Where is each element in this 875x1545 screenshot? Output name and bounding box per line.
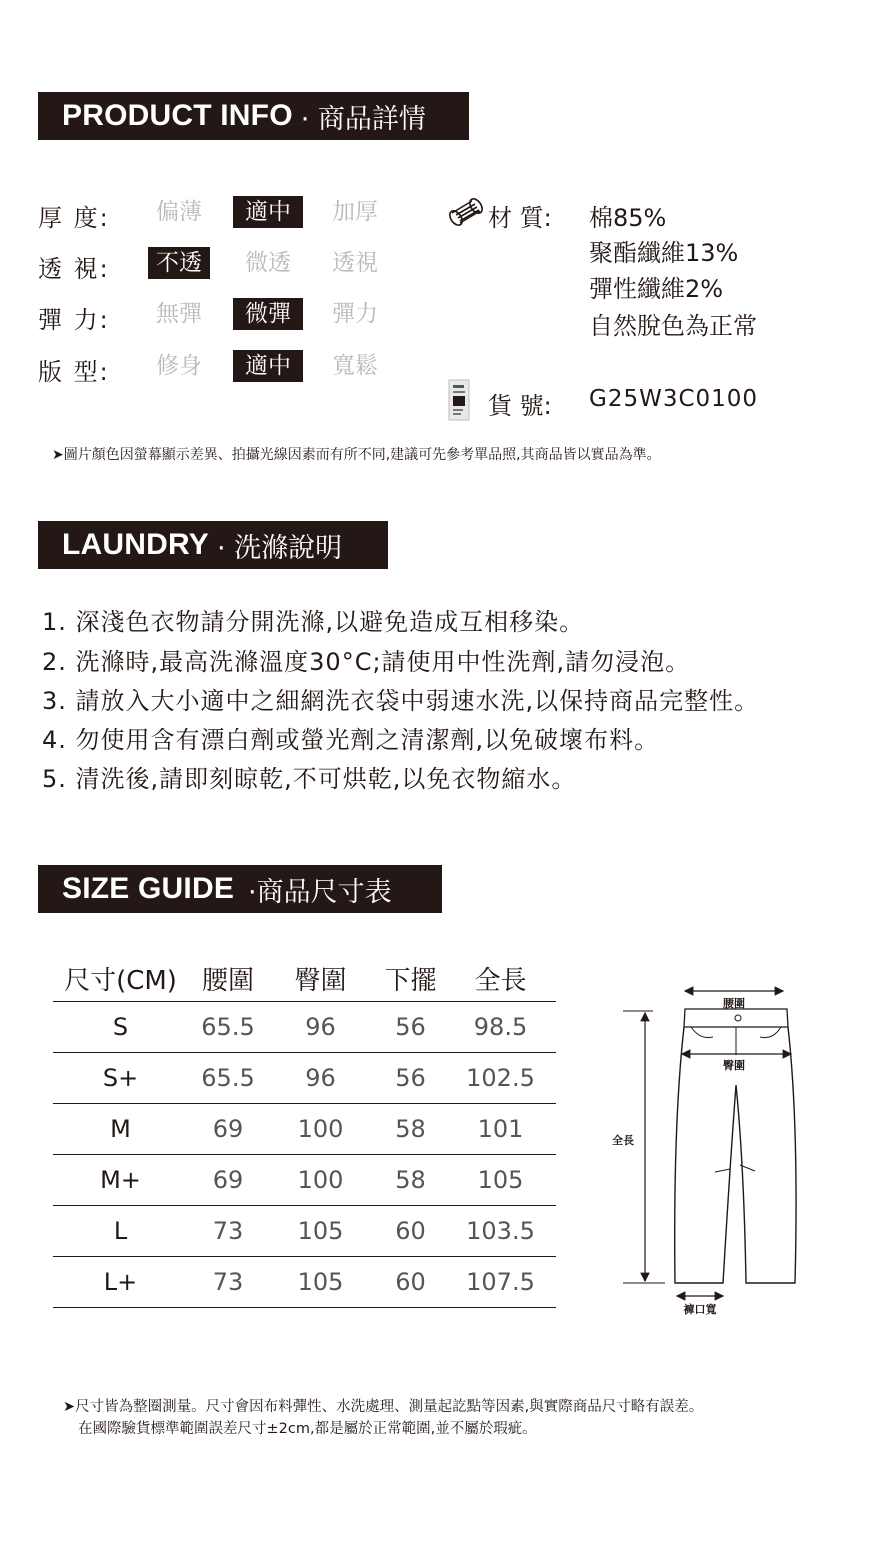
measure-cell: 69 [212, 1115, 244, 1143]
table-row [53, 1053, 556, 1104]
table-row [53, 1257, 556, 1308]
header-hip: 臀圍 [294, 965, 347, 996]
material-label: 材 質: [488, 204, 552, 232]
measure-cell: 105 [477, 1166, 524, 1194]
measure-cell: 60 [395, 1217, 426, 1245]
size-table [53, 955, 556, 1308]
product-info-note: ➤圖片顏色因螢幕顯示差異、拍攝光線因素而有所不同,建議可先參考單品照,其商品皆以實品為準。 [52, 447, 661, 463]
header-length: 全長 [474, 965, 527, 996]
table-row [53, 1155, 556, 1206]
size-cell: S [112, 1013, 129, 1041]
laundry-item-1: 1. 深淺色衣物請分開洗滌,以避免造成互相移染。 [42, 608, 585, 636]
measure-cell: 107.5 [466, 1268, 535, 1296]
attr-label-transparency: 透 視: [38, 255, 110, 283]
laundry-item-4: 4. 勿使用含有漂白劑或螢光劑之清潔劑,以免破壞布料。 [42, 726, 660, 754]
tag-icon [448, 379, 470, 421]
measure-cell: 58 [395, 1115, 426, 1143]
size-guide-title-en: SIZE GUIDE [62, 872, 235, 905]
attr-option-fit-3: 寬鬆 [332, 353, 378, 379]
laundry-item-2: 2. 洗滌時,最高洗滌溫度30°C;請使用中性洗劑,請勿浸泡。 [42, 648, 691, 676]
measure-cell: 73 [212, 1217, 244, 1245]
attr-label-thickness: 厚 度: [38, 204, 110, 232]
laundry-title-en: LAUNDRY [62, 528, 209, 561]
measure-cell: 102.5 [466, 1064, 535, 1092]
attr-option-thickness-3: 加厚 [332, 199, 378, 225]
measure-cell: 56 [395, 1064, 426, 1092]
material-line-3: 彈性纖維2% [589, 275, 724, 303]
attr-option-thickness-2: 適中 [233, 196, 303, 228]
product-info-title-zh: · 商品詳情 [300, 103, 426, 135]
measure-cell: 65.5 [201, 1013, 255, 1041]
attr-option-thickness-1: 偏薄 [156, 199, 202, 225]
table-row [53, 1002, 556, 1053]
material-line-1: 棉85% [589, 204, 667, 232]
laundry-item-3: 3. 請放入大小適中之細網洗衣袋中弱速水洗,以保持商品完整性。 [42, 687, 760, 715]
hip-label: 臀圍 [723, 1059, 745, 1072]
item-number-label: 貨 號: [488, 392, 552, 420]
measure-cell: 100 [297, 1166, 344, 1194]
attr-label-elasticity: 彈 力: [38, 306, 110, 334]
measure-cell: 100 [297, 1115, 344, 1143]
measure-cell: 103.5 [466, 1217, 535, 1245]
attr-option-fit-2: 適中 [233, 350, 303, 382]
item-number-value: G25W3C0100 [589, 386, 759, 412]
header-size: 尺寸(CM) [64, 965, 177, 996]
header-waist: 腰圍 [201, 965, 254, 996]
size-guide-title-zh: ·商品尺寸表 [248, 876, 392, 908]
table-row [53, 1206, 556, 1257]
measure-cell: 105 [297, 1217, 344, 1245]
attr-option-transparency-2: 微透 [245, 250, 291, 276]
size-cell: L+ [103, 1268, 138, 1296]
material-line-4: 自然脫色為正常 [589, 312, 757, 340]
size-cell: L [113, 1217, 128, 1245]
attr-label-fit: 版 型: [38, 358, 110, 386]
attr-option-fit-1: 修身 [156, 353, 202, 379]
attr-option-transparency-3: 透視 [332, 250, 378, 276]
measure-cell: 105 [297, 1268, 344, 1296]
measure-cell: 73 [212, 1268, 244, 1296]
size-table-body [53, 1002, 556, 1308]
size-cell: S+ [102, 1064, 139, 1092]
attr-option-transparency-1: 不透 [148, 247, 210, 279]
hem-label: 褲口寬 [683, 1303, 717, 1316]
product-info-title-en: PRODUCT INFO [62, 99, 293, 132]
material-line-2: 聚酯纖維13% [589, 239, 739, 267]
measure-cell: 65.5 [201, 1064, 255, 1092]
measure-cell: 101 [477, 1115, 524, 1143]
table-row [53, 1104, 556, 1155]
header-hem: 下擺 [384, 965, 437, 996]
measure-cell: 69 [212, 1166, 244, 1194]
laundry-item-5: 5. 清洗後,請即刻晾乾,不可烘乾,以免衣物縮水。 [42, 765, 577, 793]
length-label: 全長 [612, 1134, 634, 1147]
attr-option-elasticity-3: 彈力 [332, 301, 378, 327]
attr-option-elasticity-1: 無彈 [156, 301, 202, 327]
size-guide-title [38, 865, 442, 913]
size-cell: M+ [100, 1166, 141, 1194]
size-table-header [53, 955, 556, 1002]
size-note-line-1: ➤尺寸皆為整圈測量。尺寸會因布料彈性、水洗處理、測量起訖點等因素,與實際商品尺寸略有誤差。 [63, 1399, 704, 1415]
size-cell: M [110, 1115, 131, 1143]
measure-cell: 56 [395, 1013, 426, 1041]
laundry-title-zh: · 洗滌說明 [216, 532, 343, 564]
measure-cell: 58 [395, 1166, 426, 1194]
waist-label: 腰圍 [723, 997, 745, 1010]
measure-cell: 98.5 [473, 1013, 528, 1041]
measure-cell: 96 [305, 1064, 336, 1092]
length-arrow [623, 1011, 665, 1283]
pants-diagram [605, 985, 815, 1320]
size-note-line-2: 在國際驗貨標準範圍誤差尺寸±2cm,都是屬於正常範圍,並不屬於瑕疵。 [78, 1421, 537, 1437]
product-info-title [38, 92, 469, 140]
measure-cell: 96 [305, 1013, 336, 1041]
measure-cell: 60 [395, 1268, 426, 1296]
thread-spool-icon [447, 196, 485, 228]
attr-option-elasticity-2: 微彈 [233, 298, 303, 330]
laundry-title [38, 521, 388, 569]
